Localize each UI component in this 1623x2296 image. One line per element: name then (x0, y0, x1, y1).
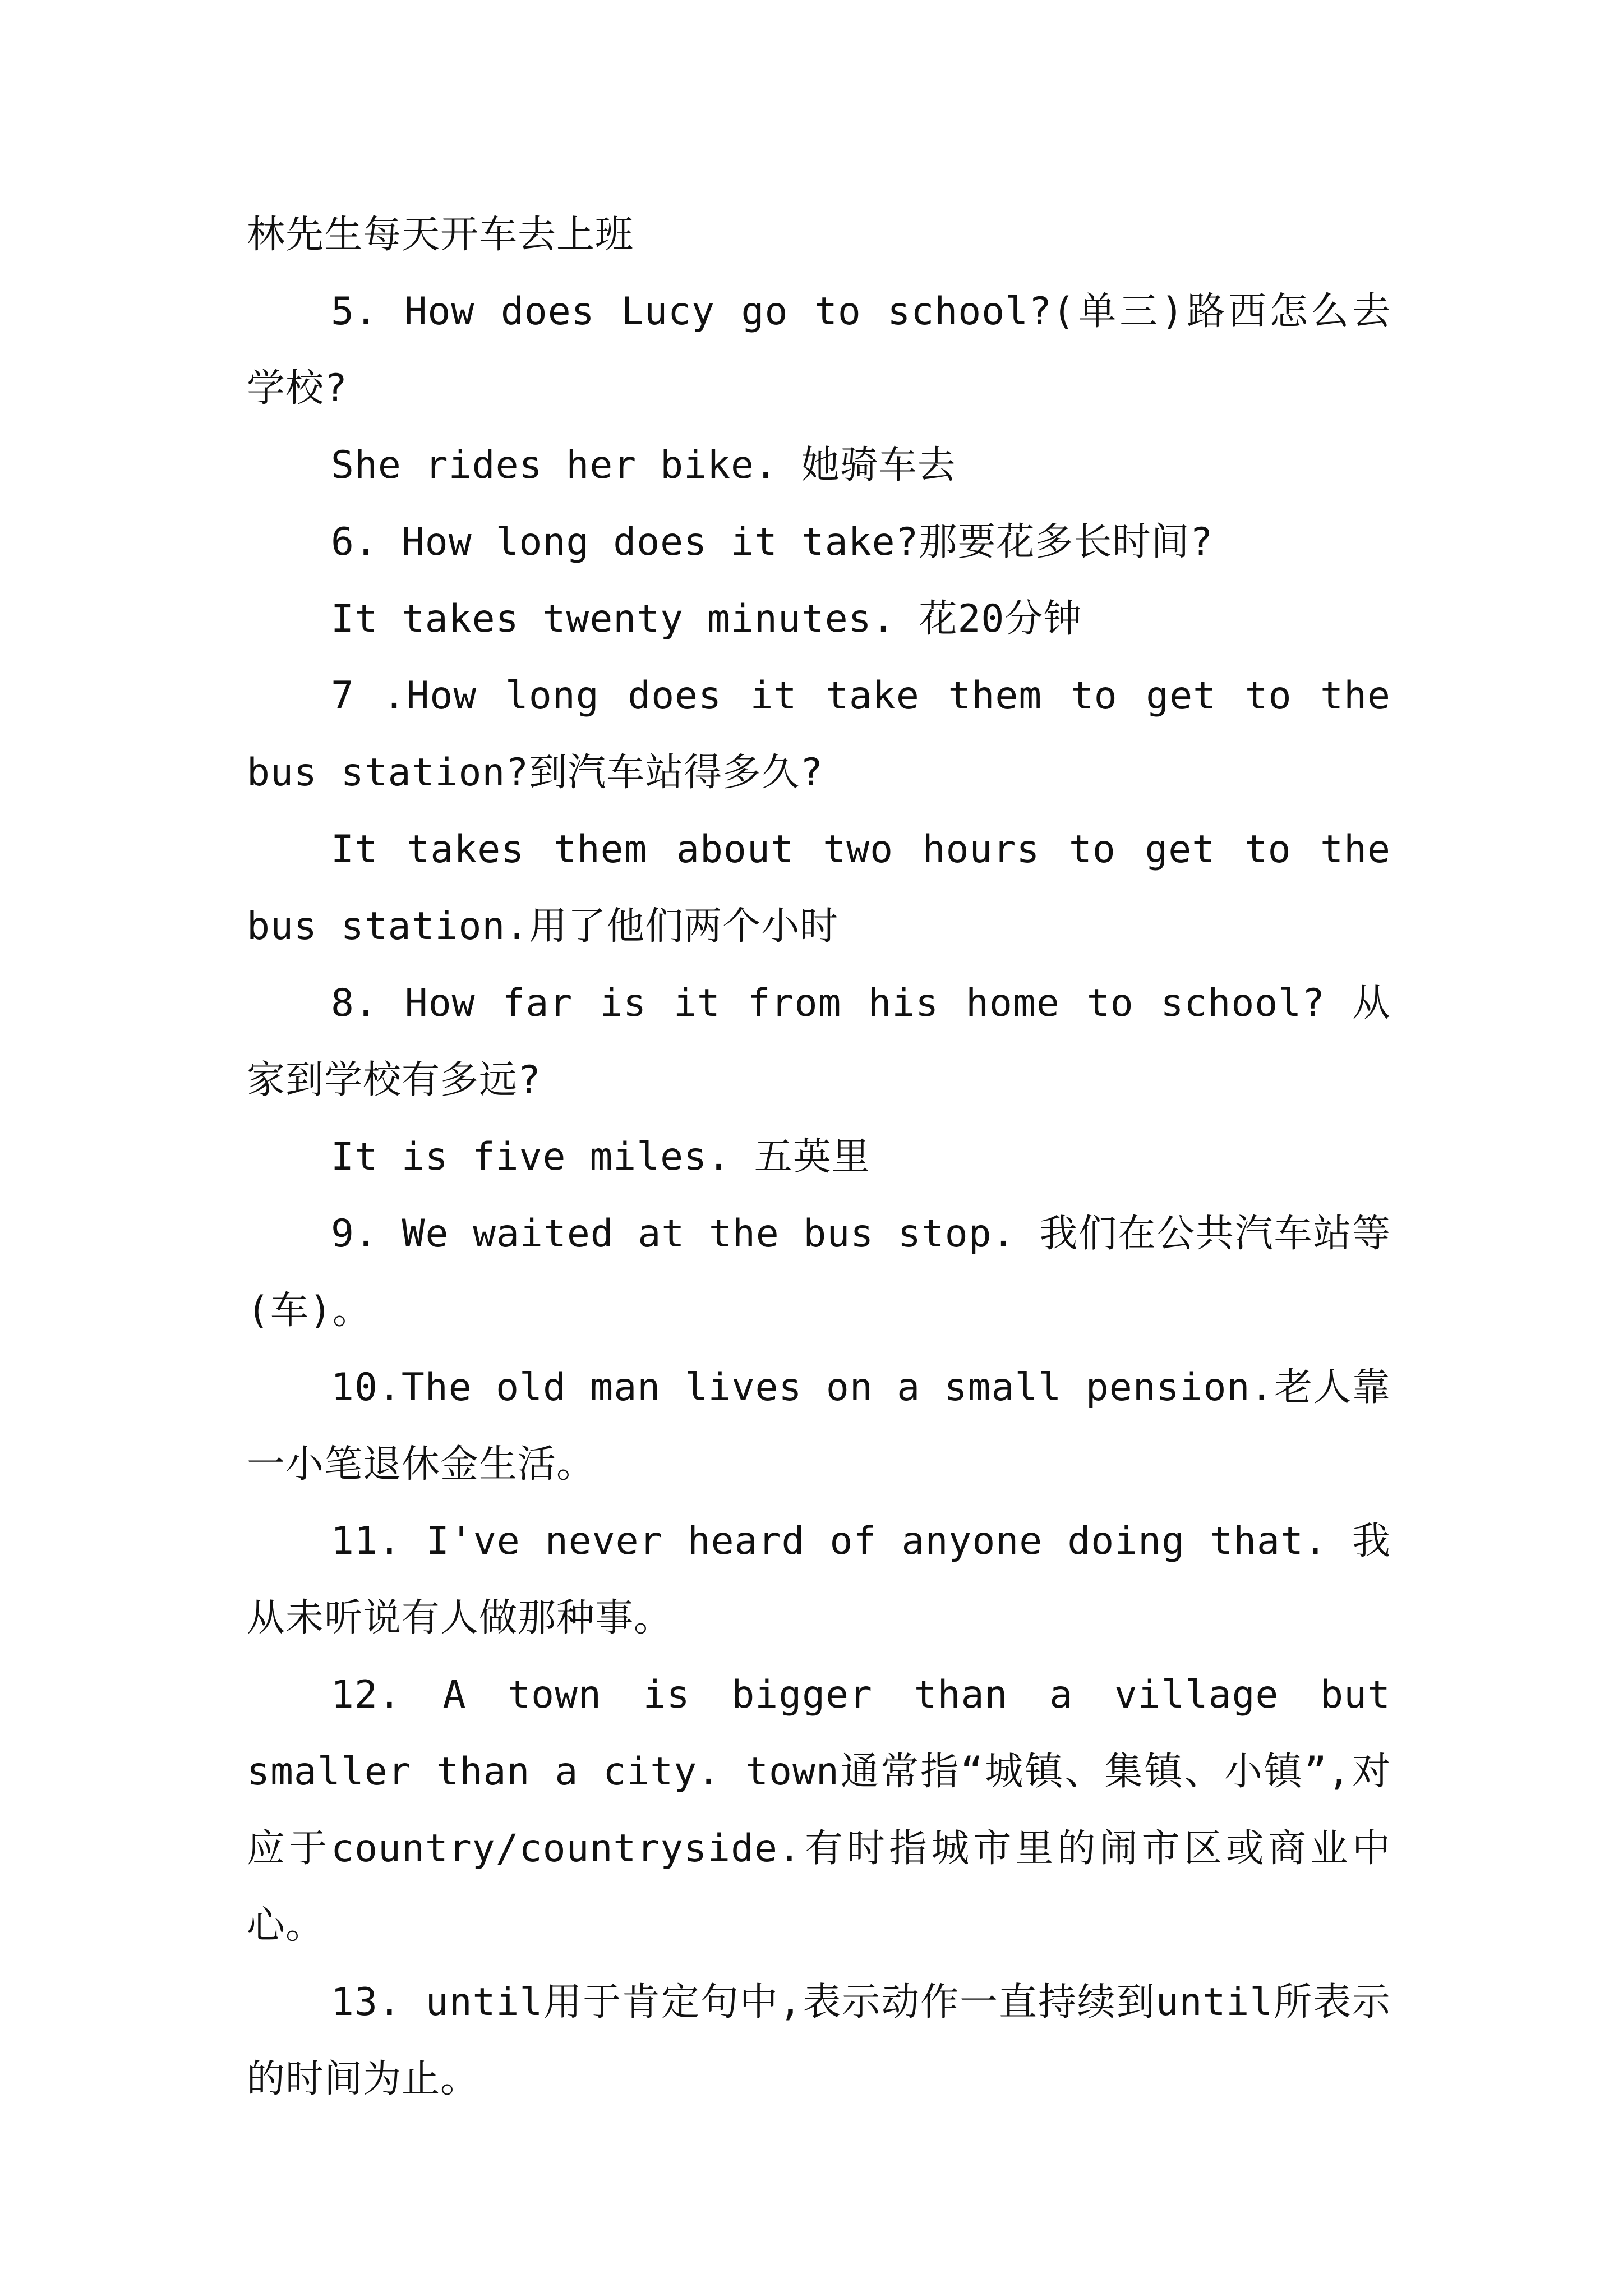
paragraph-12: 11. I've never heard of anyone doing that. 我从未听说有人做那种事。 (247, 1519, 1391, 1640)
paragraph-9: It is five miles. 五英里 (331, 1135, 870, 1179)
paragraph-2: 5. How does Lucy go to school?(单三)路西怎么去学校? (247, 289, 1391, 411)
paragraph-6: 7 .How long does it take them to get to the bus station?到汽车站得多久? (247, 674, 1391, 795)
paragraph-1: 林先生每天开车去上班 (247, 213, 634, 257)
paragraph-5: It takes twenty minutes. 花20分钟 (331, 597, 1082, 641)
paragraph-7: It takes them about two hours to get to the bus station.用了他们两个小时 (247, 827, 1391, 949)
paragraph-10: 9. We waited at the bus stop. 我们在公共汽车站等(车)。 (247, 1212, 1391, 1333)
paragraph-11: 10.The old man lives on a small pension.老人靠一小笔退休金生活。 (247, 1365, 1391, 1487)
paragraph-3: She rides her bike. 她骑车去 (331, 443, 956, 487)
paragraph-4: 6. How long does it take?那要花多长时间? (331, 520, 1214, 564)
document-body (247, 196, 1391, 2118)
paragraph-14: 13. until用于肯定句中,表示动作一直持续到until所表示的时间为止。 (247, 1980, 1391, 2101)
paragraph-8: 8. How far is it from his home to school? 从家到学校有多远? (247, 981, 1391, 1102)
paragraph-13: 12. A town is bigger than a village but smaller than a city. town通常指“城镇、集镇、小镇”,对应于country/countryside.有时指城市里的闹市区或商业中心。 (247, 1673, 1391, 1948)
